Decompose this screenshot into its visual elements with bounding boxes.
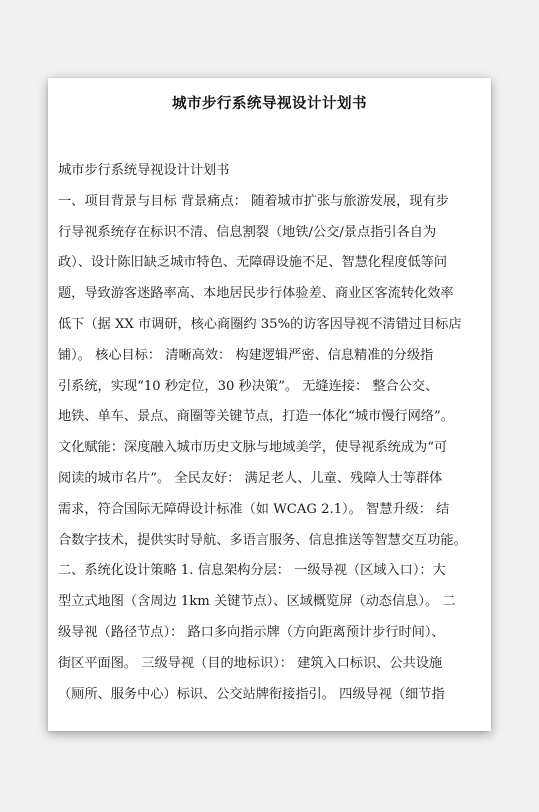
text-line: 二、系统化设计策略 1. 信息架构分层： 一级导视（区域入口）：大 bbox=[58, 563, 446, 579]
document-page bbox=[48, 78, 491, 731]
text-line: 引系统，实现“10 秒定位，30 秒决策”。 无缝连接： 整合公交、 bbox=[58, 378, 439, 394]
text-line: 题，导致游客迷路率高、本地居民步行体验差、商业区客流转化效率 bbox=[58, 286, 454, 302]
text-line: 政）、设计陈旧缺乏城市特色、无障碍设施不足、智慧化程度低等问 bbox=[58, 255, 448, 271]
text-line: 地铁、单车、景点、商圈等关键节点，打造一体化“城市慢行网络”。 bbox=[58, 409, 454, 425]
text-line: 低下（据 XX 市调研，核心商圈约 35%的访客因导视不清错过目标店 bbox=[58, 316, 462, 332]
text-line: 阅读的城市名片”。 全民友好： 满足老人、儿童、残障人士等群体 bbox=[58, 470, 443, 486]
text-line: 合数字技术，提供实时导航、多语言服务、信息推送等智慧交互功能。 bbox=[58, 532, 467, 548]
text-line: 文化赋能：深度融入城市历史文脉与地域美学，使导视系统成为“可 bbox=[58, 440, 448, 456]
text-line: 型立式地图（含周边 1km 关键节点）、区域概览屏（动态信息）。 二 bbox=[58, 594, 456, 610]
page-title: 城市步行系统导视设计计划书 bbox=[172, 95, 367, 112]
document-body bbox=[58, 156, 491, 710]
text-line: 需求，符合国际无障碍设计标准（如 WCAG 2.1）。 智慧升级： 结 bbox=[58, 501, 450, 517]
text-line: 一、项目背景与目标 背景痛点： 随着城市扩张与旅游发展，现有步 bbox=[58, 193, 449, 209]
text-line: 铺）。 核心目标： 清晰高效： 构建逻辑严密、信息精准的分级指 bbox=[58, 347, 434, 363]
text-line: （厕所、服务中心）标识、公交站牌衔接指引。 四级导视（细节指 bbox=[58, 686, 445, 702]
text-line: 级导视（路径节点）： 路口多向指示牌（方向距离预计步行时间）、 bbox=[58, 624, 445, 640]
text-line: 城市步行系统导视设计计划书 bbox=[58, 163, 230, 178]
text-line: 街区平面图。 三级导视（目的地标识）： 建筑入口标识、公共设施 bbox=[58, 655, 443, 671]
text-line: 行导视系统存在标识不清、信息割裂（地铁/公交/景点指引各自为 bbox=[58, 224, 437, 240]
